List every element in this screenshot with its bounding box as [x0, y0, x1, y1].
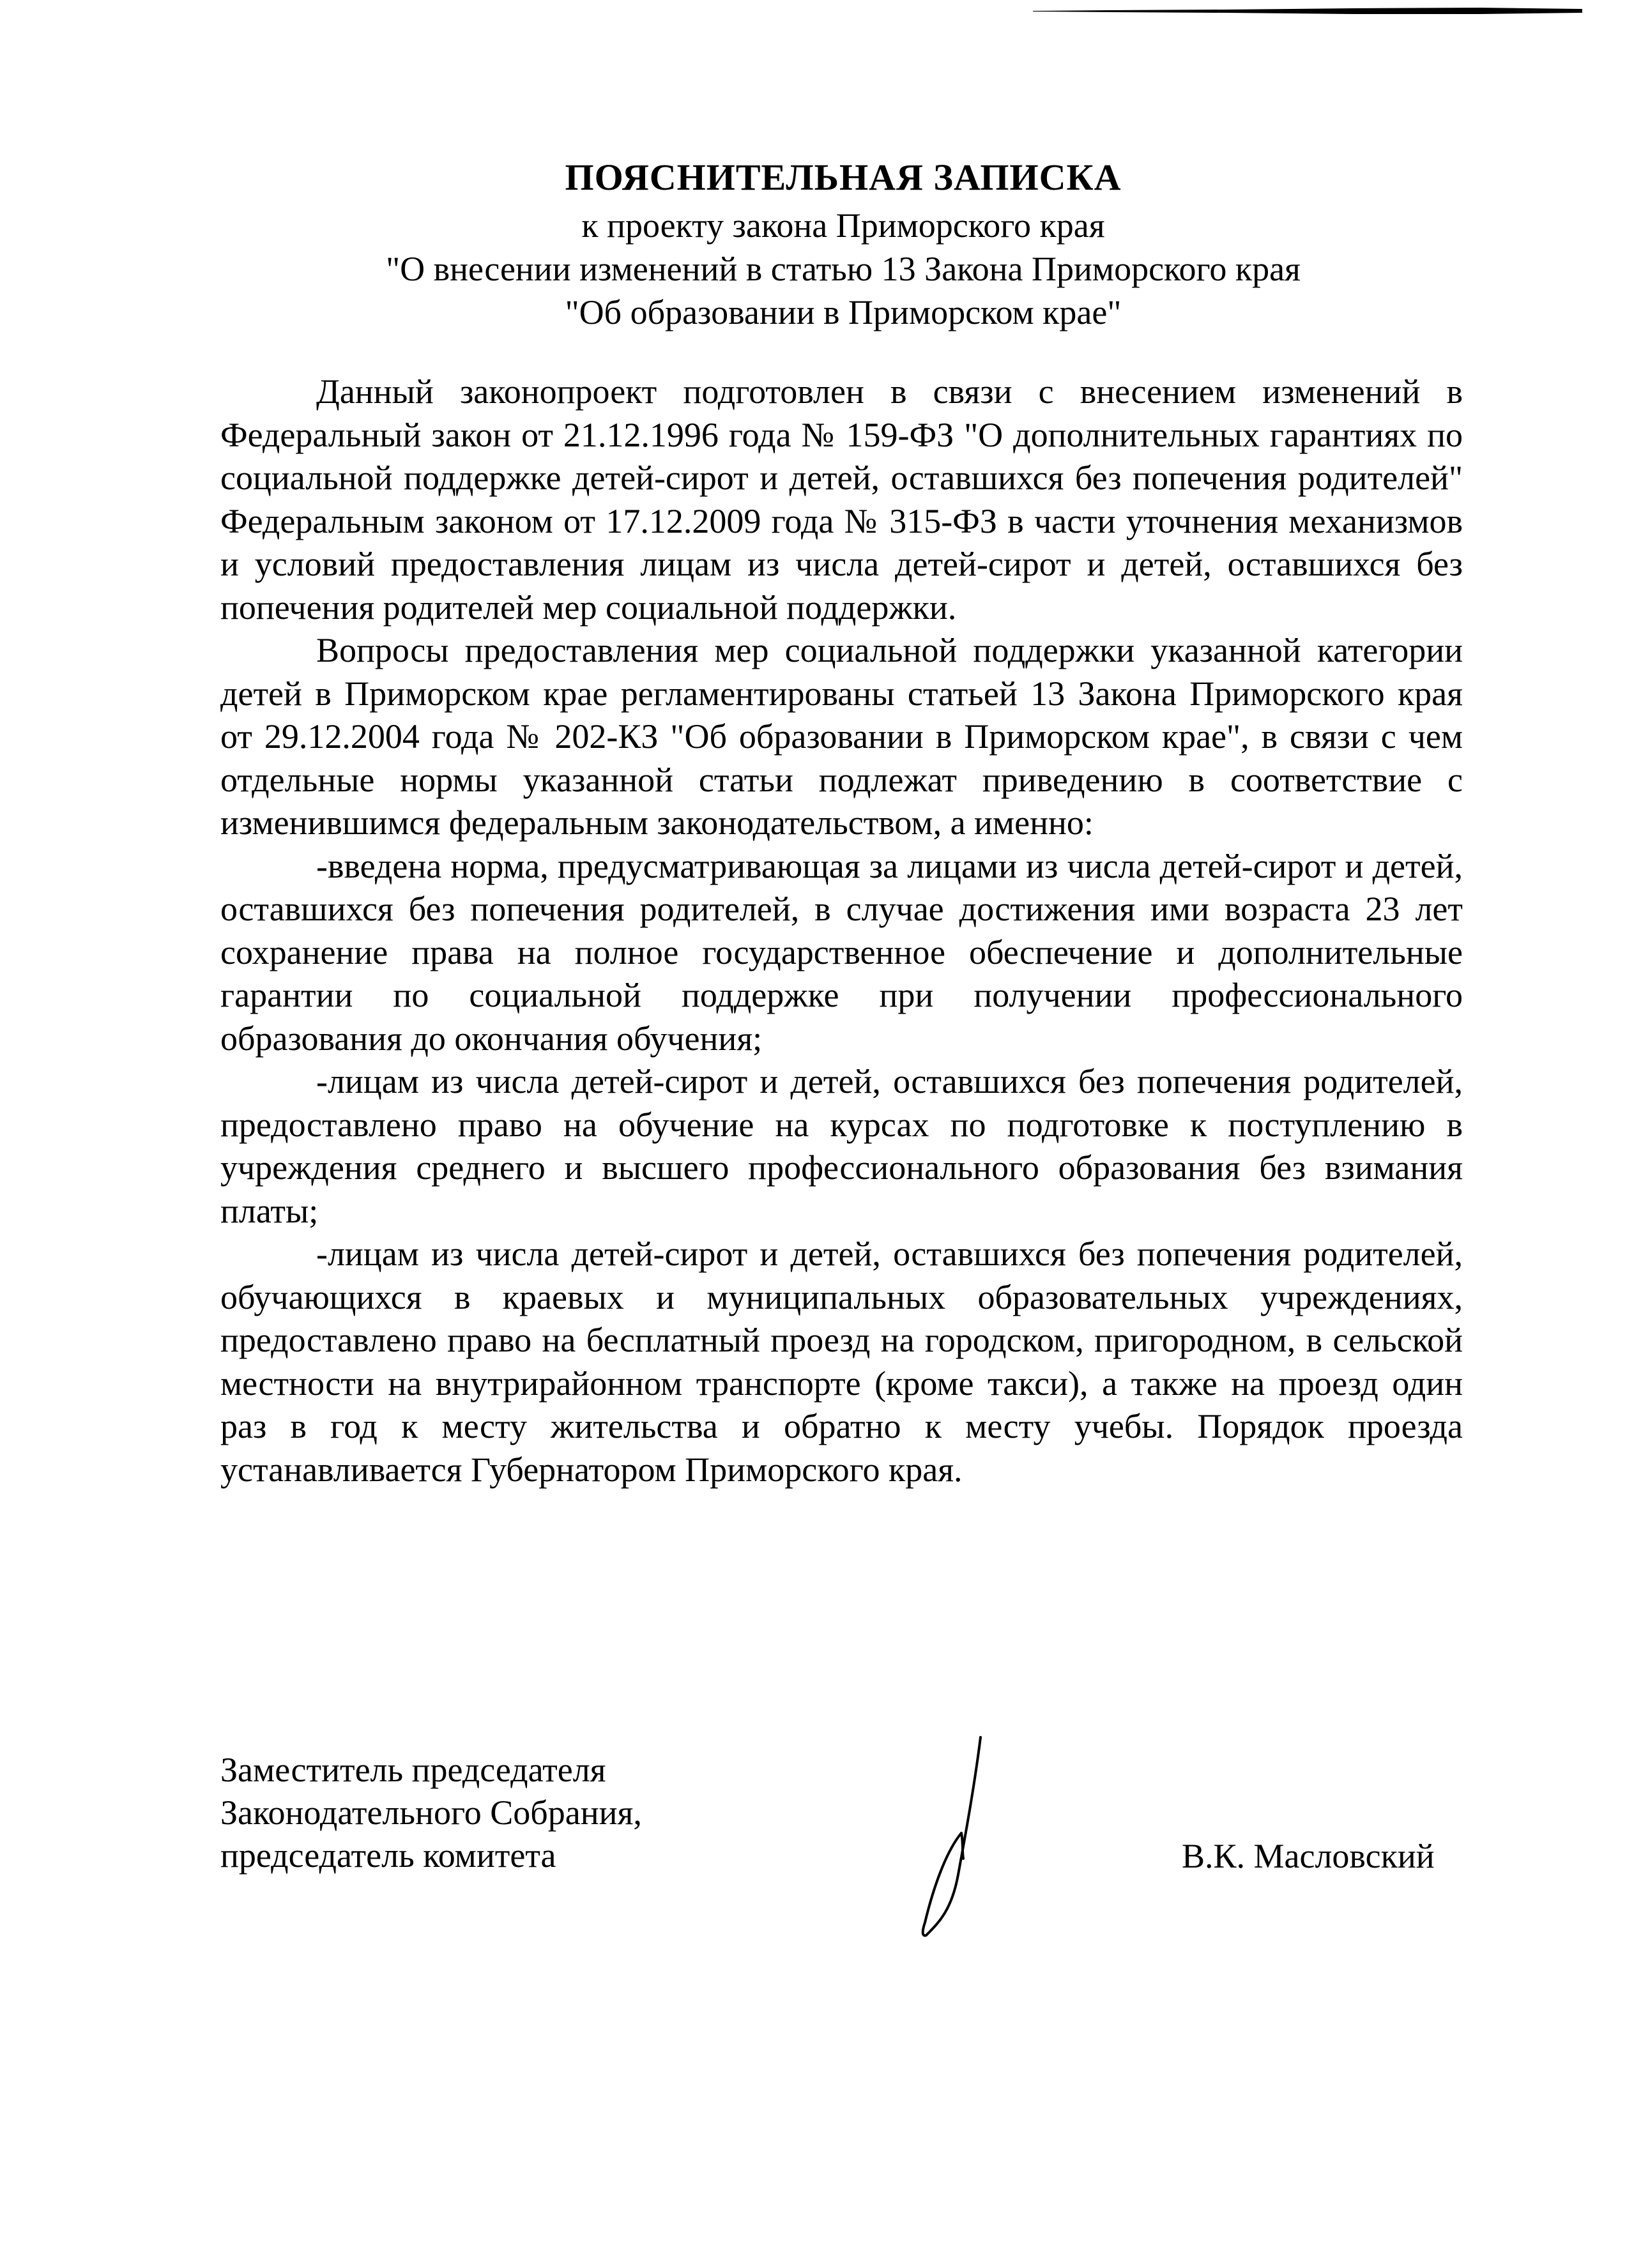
list-item: -лицам из числа детей-сирот и детей, оставшихся без попечения родителей, предоставлено право на обучение на курсах по подготовке к поступлению в учреждения среднего и высшего профессионального образования без взимания платы; [220, 1062, 1463, 1230]
paragraph: Данный законопроект подготовлен в связи с внесением изменений в Федеральный закон от 21.12.1996 года № 159-ФЗ "О дополнительных гарантиях по социальной поддержке детей-сирот и детей, оставшихся без попечения родителей" Федеральным законом от 17.12.2009 года № 315-ФЗ в части уточнения механизмов и условий предоставления лицам из числа детей-сирот и детей, оставшихся без попечения родителей мер социальной поддержки. [220, 372, 1463, 627]
scan-artifact-line [1033, 6, 1582, 14]
position-line: Заместитель председателя [220, 1751, 606, 1789]
list-item: -введена норма, предусматривающая за лицами из числа детей-сирот и детей, оставшихся без попечения родителей, в случае достижения ими возраста 23 лет сохранение права на полное государственное обеспечение и дополнительные гарантии по социальной поддержке при получении профессионального образования до окончания обучения; [220, 846, 1463, 1058]
position-line: председатель комитета [220, 1836, 556, 1875]
signatory-name: В.К. Масловский [1182, 1837, 1435, 1875]
document-header [217, 156, 1469, 334]
document-body [220, 370, 1463, 1491]
list-item: -лицам из числа детей-сирот и детей, оставшихся без попечения родителей, обучающихся в краевых и муниципальных образовательных учреждениях, предоставлено право на бесплатный проезд на городском, пригородном, в сельской местности на внутрирайонном транспорте (кроме такси), а также на проезд один раз в год к месту жительства и обратно к месту учебы. Порядок проезда устанавливается Губернатором Приморского края. [220, 1235, 1463, 1489]
handwritten-signature [843, 1731, 996, 1942]
subtitle-line: "Об образовании в Приморском крае" [565, 293, 1122, 331]
document-title: ПОЯСНИТЕЛЬНАЯ ЗАПИСКА [565, 156, 1122, 198]
position-line: Законодательного Собрания, [220, 1793, 642, 1832]
paragraph: Вопросы предоставления мер социальной поддержки указанной категории детей в Приморском крае регламентированы статьей 13 Закона Приморского края от 29.12.2004 года № 202-КЗ "Об образовании в Приморском крае", в связи с чем отдельные нормы указанной статьи подлежат приведению в соответствие с изменившимся федеральным законодательством, а именно: [220, 631, 1463, 842]
signatory-position [220, 1749, 642, 1877]
subtitle-line: "О внесении изменений в статью 13 Закона Приморского края [386, 250, 1301, 288]
subtitle-line: к проекту закона Приморского края [581, 206, 1105, 245]
